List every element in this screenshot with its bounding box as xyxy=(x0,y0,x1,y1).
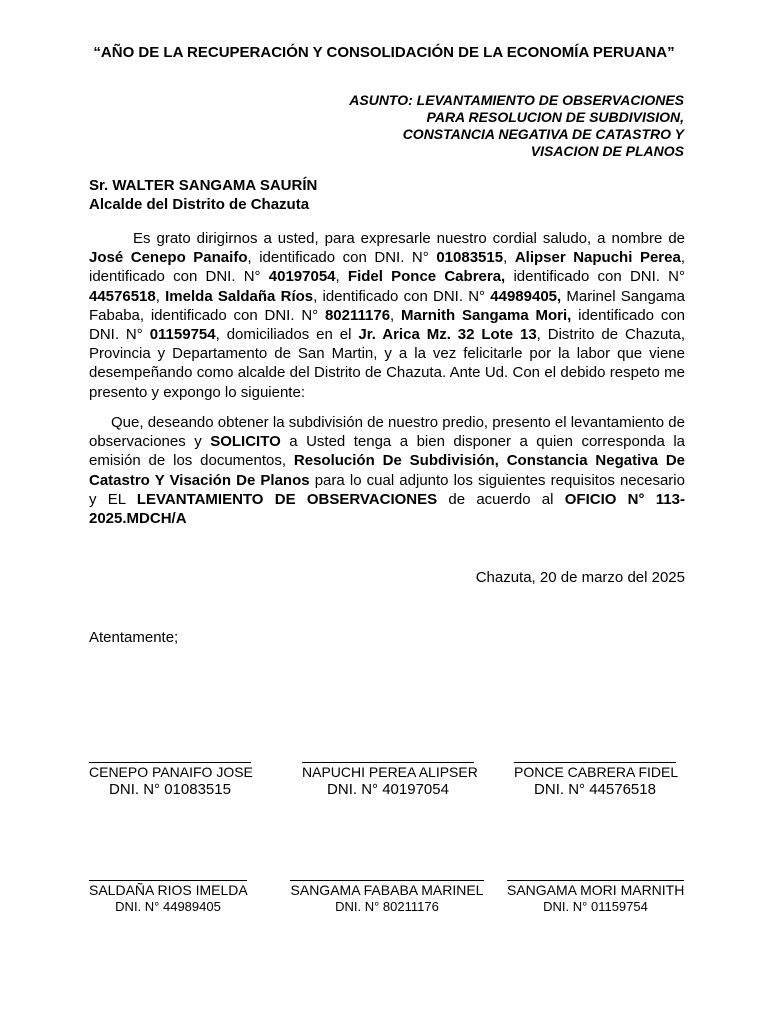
p2-bold: OFICIO N° 113-2025.MDCH/A xyxy=(89,490,685,528)
recipient-name: Sr. WALTER SANGAMA SAURÍN xyxy=(89,177,318,194)
p1-text: Es grato dirigirnos a usted, para expresarle nuestro cordial saludo, a nombre de xyxy=(133,230,685,247)
p1-bold: Jr. Arica Mz. 32 Lote 13 xyxy=(358,326,537,344)
p1-text: , Distrito de Chazuta, Provincia y Departamento de San Martin, y a la vez felicitarle por la labor que viene desempeñando como alcalde del Distrito de Chazuta. Ante Ud. Con el debido respeto me presento y expongo lo siguiente: xyxy=(89,326,685,401)
p1-text: , identificado con DNI. N° xyxy=(89,249,685,286)
p1-bold: 44989405, xyxy=(490,287,562,305)
signature-line xyxy=(302,762,474,763)
signer-dni: DNI. N° 44576518 xyxy=(534,781,656,798)
p1-bold: Marnith Sangama Mori, xyxy=(401,306,572,324)
year-title: “AÑO DE LA RECUPERACIÓN Y CONSOLIDACIÓN DE LA ECONOMÍA PERUANA” xyxy=(93,44,675,61)
p1-bold: 01083515 xyxy=(436,249,504,267)
p2-bold: SOLICITO xyxy=(210,433,281,451)
p1-bold: Alipser Napuchi Perea xyxy=(514,249,681,267)
p1-bold: Fidel Ponce Cabrera, xyxy=(347,268,506,286)
p1-text: identificado con DNI. N° xyxy=(505,268,685,286)
signature-block xyxy=(302,762,478,798)
signature-block xyxy=(290,880,484,914)
signature-line xyxy=(514,762,676,763)
p1-text: , domiciliados en el xyxy=(215,326,359,344)
date-line: Chazuta, 20 de marzo del 2025 xyxy=(475,569,685,586)
recipient-position: Alcalde del Distrito de Chazuta xyxy=(89,196,310,213)
signature-block xyxy=(514,762,679,798)
subject-block xyxy=(349,92,684,160)
signer-name: CENEPO PANAIFO JOSE xyxy=(89,764,253,780)
p1-text: , xyxy=(503,249,515,267)
p1-bold: 80211176 xyxy=(324,306,391,324)
signer-name: NAPUCHI PEREA ALIPSER xyxy=(302,764,478,780)
subject-line-1: ASUNTO: LEVANTAMIENTO DE OBSERVACIONES xyxy=(349,92,684,108)
signer-dni: DNI. N° 40197054 xyxy=(327,781,449,798)
p2-bold: Resolución De Subdivisión, Constancia Negativa De Catastro Y Visación De Planos xyxy=(89,452,685,489)
p1-bold: Imelda Saldaña Ríos xyxy=(165,287,314,305)
p1-text: , xyxy=(390,306,402,324)
p2-text: de acuerdo al xyxy=(437,490,565,508)
subject-line-2: PARA RESOLUCION DE SUBDIVISION, xyxy=(426,109,684,125)
signature-block xyxy=(89,762,251,798)
p1-text: Marinel Sangama Fababa, identificado con DNI. N° xyxy=(89,287,685,324)
subject-line-4: VISACION DE PLANOS xyxy=(530,143,684,159)
signer-dni: DNI. N° 01083515 xyxy=(109,781,231,798)
p1-text: , identificado con DNI. N° xyxy=(313,287,491,305)
recipient-block xyxy=(89,176,317,214)
p1-bold: José Cenepo Panaifo xyxy=(89,249,248,267)
p2-text: Que, deseando obtener la subdivisión de nuestro predio, presento el levantamiento de observaciones y xyxy=(89,414,685,451)
signature-line xyxy=(507,880,684,881)
signature-line xyxy=(89,762,251,763)
p2-text: para lo cual adjunto los siguientes requisitos necesario y EL xyxy=(89,471,685,508)
p1-text: , identificado con DNI. N° xyxy=(247,249,437,267)
p1-text: , xyxy=(155,287,166,305)
signer-dni: DNI. N° 80211176 xyxy=(335,899,439,914)
signer-name: SANGAMA FABABA MARINEL xyxy=(290,882,484,898)
p2-text: a Usted tenga a bien disponer a quien corresponda la emisión de los documentos, xyxy=(89,433,686,470)
signer-dni: DNI. N° 01159754 xyxy=(543,899,648,914)
signature-block xyxy=(89,880,247,914)
signature-block xyxy=(507,880,684,914)
body-paragraph-1 xyxy=(89,229,685,402)
signature-line xyxy=(290,880,484,881)
subject-line-3: CONSTANCIA NEGATIVA DE CATASTRO Y xyxy=(402,126,684,142)
signer-name: SANGAMA MORI MARNITH xyxy=(507,882,685,898)
p1-bold: 44576518 xyxy=(89,287,156,305)
p1-bold: 01159754 xyxy=(149,326,216,344)
p2-bold: LEVANTAMIENTO DE OBSERVACIONES xyxy=(136,490,438,508)
p1-text: , xyxy=(335,268,348,286)
p1-bold: 40197054 xyxy=(268,268,336,286)
signer-dni: DNI. N° 44989405 xyxy=(115,899,221,914)
closing: Atentamente; xyxy=(89,629,179,646)
signer-name: SALDAÑA RIOS IMELDA xyxy=(89,882,248,898)
signature-line xyxy=(89,880,247,881)
body-paragraph-2 xyxy=(89,413,685,528)
p1-text: identificado con DNI. N° xyxy=(89,306,686,344)
signer-name: PONCE CABRERA FIDEL xyxy=(514,764,679,780)
